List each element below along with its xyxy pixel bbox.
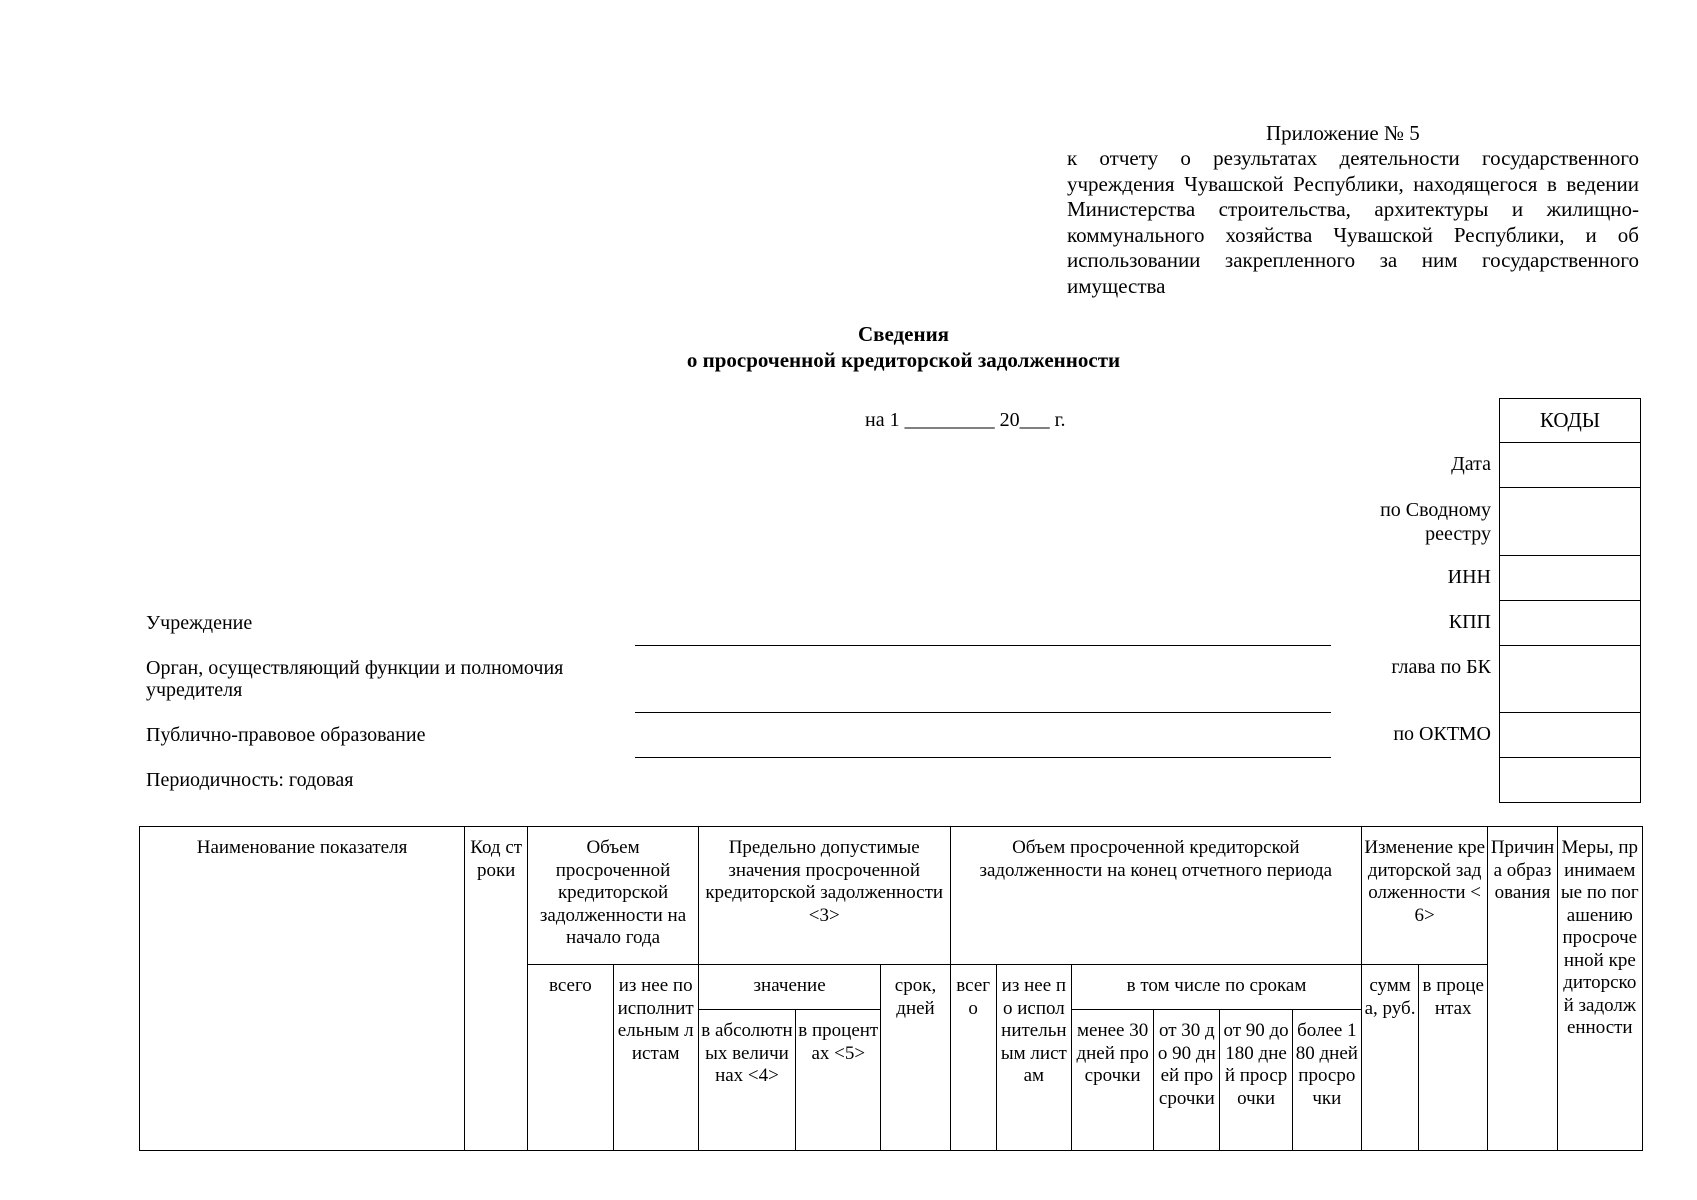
col-line-code: Код строки bbox=[465, 827, 528, 1151]
public-entity-label: Публично-правовое образование bbox=[146, 724, 426, 746]
document-subtitle: о просроченной кредиторской задолженности bbox=[686, 348, 1121, 372]
col-absolute: в абсолютных величинах <4> bbox=[698, 1010, 795, 1151]
institution-label: Учреждение bbox=[146, 612, 253, 634]
col-value: значение bbox=[698, 965, 881, 1010]
institution-field[interactable] bbox=[635, 645, 1331, 646]
col-reason: Причина образования bbox=[1488, 827, 1557, 1151]
founder-field[interactable] bbox=[635, 712, 1331, 713]
col-percent: в процентах bbox=[1419, 965, 1488, 1151]
col-limit-values: Предельно допустимые значения просроченной кредиторской задолженности <3> bbox=[698, 827, 950, 965]
periodicity-label: Периодичность: годовая bbox=[146, 769, 354, 791]
col-30-90: от 30 до 90 дней просрочки bbox=[1154, 1010, 1220, 1151]
col-sum-rub: сумма, руб. bbox=[1361, 965, 1418, 1151]
col-volume-end: Объем просроченной кредиторской задолженности на конец отчетного периода bbox=[950, 827, 1361, 965]
code-kpp-cell[interactable] bbox=[1500, 601, 1641, 646]
code-label-bk: глава по БК bbox=[1391, 656, 1491, 678]
code-periodicity-cell[interactable] bbox=[1500, 758, 1641, 803]
col-indicator-name: Наименование показателя bbox=[140, 827, 465, 1151]
col-writs-start: из нее по исполнительным листам bbox=[613, 965, 698, 1151]
codes-table bbox=[1499, 398, 1641, 803]
col-90-180: от 90 до 180 дней просрочки bbox=[1220, 1010, 1292, 1151]
document-title: Сведения bbox=[857, 322, 950, 346]
founder-label: Орган, осуществляющий функции и полномочия учредителя bbox=[146, 657, 564, 701]
col-in-percent: в процентах <5> bbox=[796, 1010, 881, 1151]
code-label-kpp: КПП bbox=[1448, 611, 1491, 633]
col-total-end: всего bbox=[950, 965, 996, 1151]
code-label-date: Дата bbox=[1451, 453, 1491, 475]
col-measures: Меры, принимаемые по погашению просроченной кредиторской задолженности bbox=[1557, 827, 1642, 1151]
report-date: на 1 _________ 20___ г. bbox=[865, 409, 1066, 431]
annex-description: к отчету о результатах деятельности государственного учреждения Чувашской Республики, находящегося в ведении Министерства строительства, архитектуры и жилищно-коммунального хозяйства Чувашской Республики, и об использовании закрепленного за ним государственного имущества bbox=[1067, 146, 1639, 298]
code-date-cell[interactable] bbox=[1500, 443, 1641, 488]
code-registry-cell[interactable] bbox=[1500, 488, 1641, 556]
col-volume-start: Объем просроченной кредиторской задолженности на начало года bbox=[528, 827, 699, 965]
code-label-inn: ИНН bbox=[1447, 566, 1491, 588]
code-oktmo-cell[interactable] bbox=[1500, 713, 1641, 758]
code-label-oktmo: по ОКТМО bbox=[1393, 723, 1491, 745]
col-total-start: всего bbox=[528, 965, 613, 1151]
code-inn-cell[interactable] bbox=[1500, 556, 1641, 601]
codes-header: КОДЫ bbox=[1500, 399, 1641, 443]
overdue-payables-table bbox=[139, 826, 1643, 1151]
col-term-days: срок, дней bbox=[881, 965, 950, 1151]
public-entity-field[interactable] bbox=[635, 757, 1331, 758]
col-change: Изменение кредиторской задолженности <6> bbox=[1361, 827, 1487, 965]
code-label-registry: по Сводному реестру bbox=[1380, 499, 1491, 545]
col-writs-end: из нее по исполнительным листам bbox=[996, 965, 1071, 1151]
col-more-180: более 180 дней просрочки bbox=[1292, 1010, 1361, 1151]
code-bk-cell[interactable] bbox=[1500, 646, 1641, 713]
col-by-terms: в том числе по срокам bbox=[1071, 965, 1361, 1010]
annex-number: Приложение № 5 bbox=[1266, 121, 1420, 145]
col-less-30: менее 30 дней просрочки bbox=[1071, 1010, 1153, 1151]
